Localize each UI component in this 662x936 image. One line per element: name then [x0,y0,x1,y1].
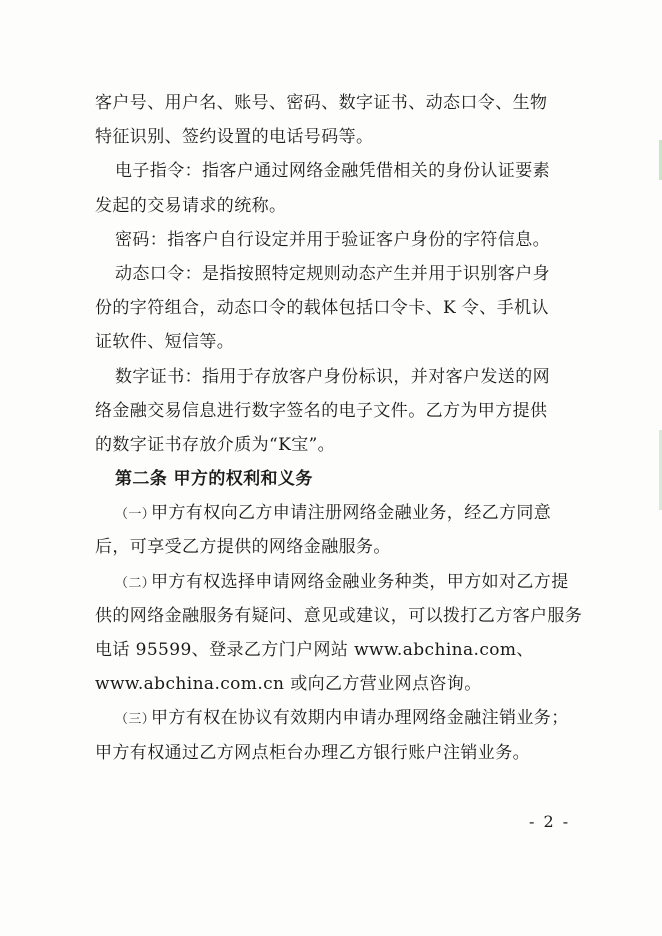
definition-dynamic-token: 动态口令：是指按照特定规则动态产生并用于识别客户身 [115,263,550,284]
paragraph-line: 份的字符组合，动态口令的载体包括口令卡、K 令、手机认 [95,298,549,319]
clause-2-line: 电话 95599、登录乙方门户网站 www.abchina.com、 [95,640,534,660]
paragraph-line: 发起的交易请求的统称。 [95,195,287,216]
clause-2-line: 供的网络金融服务有疑问、意见或建议，可以拨打乙方客户服务 [95,605,583,626]
page-number: - 2 - [529,812,571,831]
clause-marker: （二） [115,575,156,591]
document-body [95,86,583,770]
clause-1-first-line [95,496,573,530]
clause-text: 甲方有权向乙方申请注册网络金融业务，经乙方同意 [151,503,552,524]
definition-password: 密码：指客户自行设定并用于验证客户身份的字符信息。 [115,229,550,250]
paragraph-line: 的数字证书存放介质为“K宝”。 [95,434,336,455]
clause-3-line: 甲方有权通过乙方网点柜台办理乙方银行账户注销业务。 [95,742,530,763]
clause-1-line: 后，可享受乙方提供的网络金融服务。 [95,537,391,558]
section-heading: 第二条 甲方的权利和义务 [115,469,313,490]
paragraph-line: 证软件、短信等。 [95,332,235,353]
clause-text: 甲方有权选择申请网络金融业务种类，甲方如对乙方提 [151,571,569,592]
clause-2-line: www.abchina.com.cn 或向乙方营业网点咨询。 [95,674,482,695]
clause-marker: （一） [115,507,156,523]
paragraph-line: 客户号、用户名、账号、密码、数字证书、动态口令、生物 [95,93,548,113]
definition-electronic-instruction: 电子指令：指客户通过网络金融凭借相关的身份认证要素 [115,161,550,182]
paragraph-line: 络金融交易信息进行数字签名的电子文件。乙方为甲方提供 [95,400,548,421]
definition-digital-certificate: 数字证书：指用于存放客户身份标识，并对客户发送的网 [115,366,550,387]
paragraph-line: 特征识别、签约设置的电话号码等。 [95,127,374,148]
clause-marker: （三） [115,712,156,728]
clause-text: 甲方有权在协议有效期内申请办理网络金融注销业务； [151,708,569,729]
clause-2-first-line [95,565,573,599]
clause-3-first-line [95,701,573,735]
